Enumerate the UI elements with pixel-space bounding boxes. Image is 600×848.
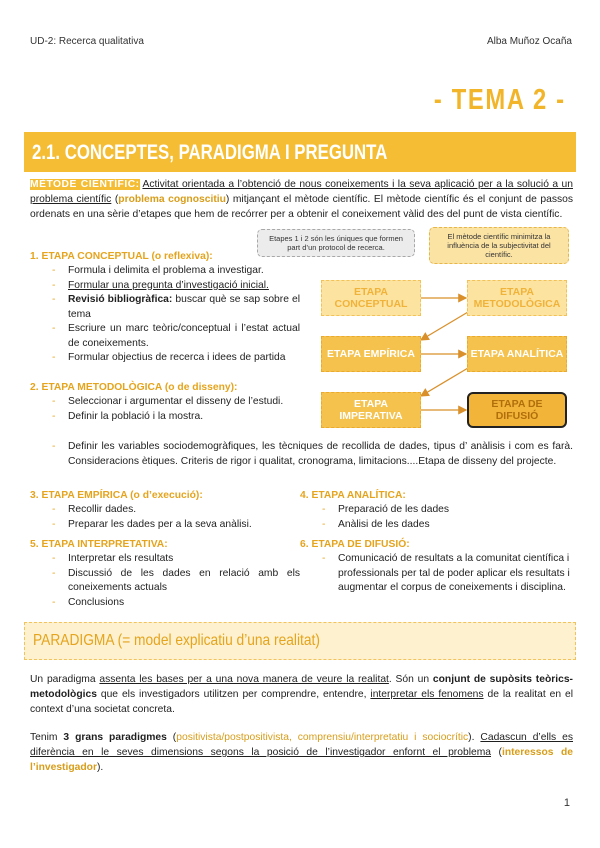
intro-text: ( (111, 194, 119, 205)
list-item: - Preparació de les dades (300, 503, 573, 518)
stage-5-title: 5. ETAPA INTERPRETATIVA: (30, 539, 168, 550)
section-title: 2.1. CONCEPTES, PARADIGMA I PREGUNTA (32, 141, 388, 164)
underlined-text: assenta les bases per a una nova manera de veure la realitat (99, 674, 389, 685)
bold-text: 3 grans paradigmes (63, 732, 167, 743)
doc-header-left: UD-2: Recerca qualitativa (30, 36, 144, 47)
list-item: - Formular una pregunta d’investigació inicial. (30, 279, 300, 294)
doc-header-right: Alba Muñoz Ocaña (486, 36, 572, 47)
intro-highlight: problema cognoscitiu (118, 194, 226, 205)
list-item-text: buscar què se sap sobre el tema (68, 294, 300, 320)
list-item: - Formula i delimita el problema a investigar. (30, 264, 300, 279)
box-etapa-metodologica: ETAPA METODOLÒGICA (467, 280, 567, 316)
list-item: - Definir la població i la mostra. (30, 410, 300, 425)
intro-text-2: ) mitjançant el mètode científic. El mètode científic és el conjunt de passos ordenats en una sèrie d’etapes que hem de recórrer per a obtenir el coneixement vàlid des del punt de vista científic. (30, 194, 573, 220)
stage-4-title: 4. ETAPA ANALÍTICA: (300, 490, 406, 501)
paradigma-heading (24, 622, 576, 660)
underlined-text: Cadascun d’ells es diferència en le seves dimensions segons la posició de l’investigador enfornt el problema (30, 732, 573, 758)
highlight-text: positivista/postpositivista, comprensiu/interpretatiu i sociocrític (176, 732, 469, 743)
list-item: - Formular objectius de recerca i idees de partida (30, 351, 300, 366)
list-item: - Definir les variables sociodemogràfiques, les tècniques de recollida de dades, tipus d’ anàlisis i com es farà. Consideracions ètiques. Criteris de rigor i qualitat, cronograma, limitacions....Etapa de disseny del projecte. (30, 440, 573, 469)
tema-title: - TEMA 2 - (434, 84, 566, 116)
stage-1-title: 1. ETAPA CONCEPTUAL (o reflexiva): (30, 251, 213, 262)
stage-3-title: 3. ETAPA EMPÍRICA (o d’execució): (30, 490, 203, 501)
intro-definition: Activitat orientada a l’obtenció de nous coneixements i la seva aplicació per a la solució a un problema científic (30, 179, 573, 205)
list-item: - Preparar les dades per a la seva anàlisi. (30, 518, 300, 533)
underlined-text: interpretar els fenomens (370, 689, 484, 700)
list-item: - Seleccionar i argumentar el disseny de l’estudi. (30, 395, 300, 410)
callout-protocol: Etapes 1 i 2 són les úniques que formen part d’un protocol de recerca. (257, 229, 415, 257)
paradigma-paragraph-2 (30, 730, 573, 775)
callout-subjectivity: El mètode científic minimitza la influència de la subjectivitat del científic. (429, 227, 569, 264)
paradigma-title: PARADIGMA (= model explicatiu d’una realitat) (33, 632, 320, 649)
text: de la realitat en el context d’una societat concreta. (30, 689, 573, 715)
paradigma-paragraph-1 (30, 672, 573, 717)
text: ). (96, 762, 104, 773)
text: ). (468, 732, 481, 743)
page-number: 1 (563, 797, 570, 809)
gold-text: interessos de l’investigador (30, 747, 573, 773)
stage-6-title: 6. ETAPA DE DIFUSIÓ: (300, 539, 410, 550)
text: ( (166, 732, 177, 743)
stage-2-title: 2. ETAPA METODOLÒGICA (o de disseny): (30, 382, 238, 393)
box-etapa-empirica: ETAPA EMPÍRICA (321, 336, 421, 372)
arrow-metodologica-to-empirica (421, 312, 468, 340)
bold-text: conjunt de supòsits teòrics-metodològics (30, 674, 573, 700)
box-etapa-conceptual: ETAPA CONCEPTUAL (321, 280, 421, 316)
list-item: - Escriure un marc teòric/conceptual i l’estat actual de coneixements. (30, 322, 300, 351)
box-etapa-difusio: ETAPA DE DIFUSIÓ (467, 392, 567, 428)
bold-prefix: Revisió bibliogràfica: (68, 294, 173, 305)
list-item: - Comunicació de resultats a la comunitat científica i professionals per tal de poder aplicar els resultats i augmentar el corpus de coneixements i disciplina. (300, 552, 573, 596)
intro-term: MÈTODE CIENTÍFIC: (30, 179, 140, 190)
text: ( (491, 747, 502, 758)
list-item: - Anàlisi de les dades (300, 518, 573, 533)
list-item: - Interpretar els resultats (30, 552, 300, 567)
text: Un paradigma (30, 674, 100, 685)
text: que els investigadors utilitzen per comprendre, entendre, (96, 689, 371, 700)
text: . Són un (388, 674, 433, 685)
list-item: - Discussió de les dades en relació amb els coneixements actuals (30, 567, 300, 596)
list-item: - Conclusions (30, 596, 300, 611)
box-etapa-analitica: ETAPA ANALÍTICA (467, 336, 567, 372)
text: Tenim (30, 732, 64, 743)
arrow-analitica-to-imperativa (421, 368, 468, 396)
list-item: - Recollir dades. (30, 503, 300, 518)
box-etapa-imperativa: ETAPA IMPERATIVA (321, 392, 421, 428)
